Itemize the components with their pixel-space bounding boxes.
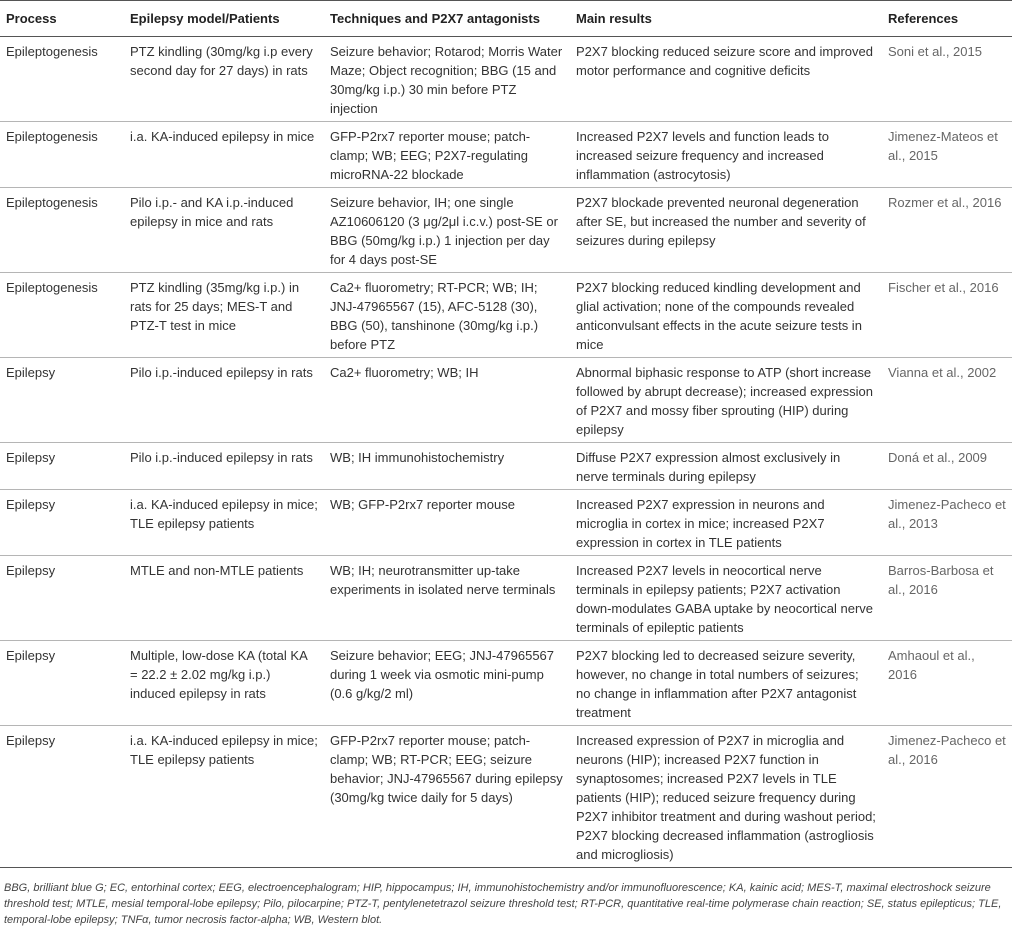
header-references: References [882,1,1012,37]
cell-results: Abnormal biphasic response to ATP (short increase followed by abrupt decrease); increased expression of P2X7 and mossy fiber sprouting (HIP) during epilepsy [570,358,882,443]
table-row [0,37,1012,122]
table-row [0,358,1012,443]
cell-results: Diffuse P2X7 expression almost exclusively in nerve terminals during epilepsy [570,443,882,490]
table-row [0,443,1012,490]
cell-model: i.a. KA-induced epilepsy in mice; TLE epilepsy patients [124,726,324,868]
cell-process: Epilepsy [0,726,124,868]
cell-model: i.a. KA-induced epilepsy in mice [124,122,324,188]
cell-reference: Soni et al., 2015 [882,37,1012,122]
cell-techniques: WB; IH; neurotransmitter up-take experiments in isolated nerve terminals [324,556,570,641]
cell-techniques: GFP-P2rx7 reporter mouse; patch-clamp; WB; RT-PCR; EEG; seizure behavior; JNJ-47965567 during epilepsy (30mg/kg twice daily for 5 days) [324,726,570,868]
cell-techniques: WB; IH immunohistochemistry [324,443,570,490]
cell-process: Epilepsy [0,490,124,556]
cell-model: MTLE and non-MTLE patients [124,556,324,641]
cell-model: Pilo i.p.-induced epilepsy in rats [124,358,324,443]
cell-reference: Jimenez-Pacheco et al., 2013 [882,490,1012,556]
cell-reference: Jimenez-Mateos et al., 2015 [882,122,1012,188]
cell-model: i.a. KA-induced epilepsy in mice; TLE epilepsy patients [124,490,324,556]
table-row [0,490,1012,556]
cell-reference: Jimenez-Pacheco et al., 2016 [882,726,1012,868]
header-results: Main results [570,1,882,37]
cell-model: PTZ kindling (30mg/kg i.p every second day for 27 days) in rats [124,37,324,122]
cell-results: Increased P2X7 levels and function leads to increased seizure frequency and increased inflammation (astrocytosis) [570,122,882,188]
header-techniques: Techniques and P2X7 antagonists [324,1,570,37]
cell-model: Multiple, low-dose KA (total KA = 22.2 ± 2.02 mg/kg i.p.) induced epilepsy in rats [124,641,324,726]
table-row [0,726,1012,868]
cell-results: P2X7 blocking reduced kindling development and glial activation; none of the compounds revealed anticonvulsant effects in the acute seizure tests in mice [570,273,882,358]
cell-techniques: GFP-P2rx7 reporter mouse; patch-clamp; WB; EEG; P2X7-regulating microRNA-22 blockade [324,122,570,188]
cell-process: Epileptogenesis [0,122,124,188]
cell-results: Increased P2X7 levels in neocortical nerve terminals in epilepsy patients; P2X7 activation down-modulates GABA uptake by neocortical nerve terminals of epileptic patients [570,556,882,641]
cell-techniques: Seizure behavior; Rotarod; Morris Water Maze; Object recognition; BBG (15 and 30mg/kg i.p.) 30 min before PTZ injection [324,37,570,122]
cell-techniques: Seizure behavior; EEG; JNJ-47965567 during 1 week via osmotic mini-pump (0.6 g/kg/2 ml) [324,641,570,726]
cell-results: P2X7 blocking led to decreased seizure severity, however, no change in total numbers of seizures; no change in inflammation after P2X7 antagonist treatment [570,641,882,726]
cell-reference: Amhaoul et al., 2016 [882,641,1012,726]
cell-techniques: WB; GFP-P2rx7 reporter mouse [324,490,570,556]
cell-process: Epilepsy [0,358,124,443]
cell-process: Epileptogenesis [0,37,124,122]
cell-model: Pilo i.p.-induced epilepsy in rats [124,443,324,490]
cell-techniques: Ca2+ fluorometry; WB; IH [324,358,570,443]
cell-process: Epileptogenesis [0,188,124,273]
table-row [0,641,1012,726]
header-process: Process [0,1,124,37]
cell-reference: Doná et al., 2009 [882,443,1012,490]
table-row [0,556,1012,641]
cell-techniques: Seizure behavior, IH; one single AZ10606120 (3 μg/2μl i.c.v.) post-SE or BBG (50mg/kg i.p.) 1 injection per day for 4 days post-SE [324,188,570,273]
cell-model: Pilo i.p.- and KA i.p.-induced epilepsy in mice and rats [124,188,324,273]
cell-model: PTZ kindling (35mg/kg i.p.) in rats for 25 days; MES-T and PTZ-T test in mice [124,273,324,358]
cell-process: Epilepsy [0,556,124,641]
header-row [0,1,1012,37]
cell-reference: Barros-Barbosa et al., 2016 [882,556,1012,641]
table-row [0,188,1012,273]
cell-reference: Rozmer et al., 2016 [882,188,1012,273]
cell-process: Epileptogenesis [0,273,124,358]
cell-results: Increased P2X7 expression in neurons and microglia in cortex in mice; increased P2X7 expression in cortex in TLE patients [570,490,882,556]
table-row [0,273,1012,358]
cell-techniques: Ca2+ fluorometry; RT-PCR; WB; IH; JNJ-47965567 (15), AFC-5128 (30), BBG (50), tanshinone (30mg/kg i.p.) before PTZ [324,273,570,358]
table-footnote: BBG, brilliant blue G; EC, entorhinal cortex; EEG, electroencephalogram; HIP, hippocampus; IH, immunohistochemistry and/or immunofluorescence; KA, kainic acid; MES-T, maximal electroshock seizure threshold test; MTLE, mesial temporal-lobe epilepsy; Pilo, pilocarpine; PTZ-T, pentylenetetrazol seizure threshold test; RT-PCR, quantitative real-time polymerase chain reaction; SE, status epilepticus; TLE, temporal-lobe epilepsy; TNFα, tumor necrosis factor-alpha; WB, Western blot. [4,882,1002,926]
cell-process: Epilepsy [0,641,124,726]
cell-reference: Fischer et al., 2016 [882,273,1012,358]
header-model: Epilepsy model/Patients [124,1,324,37]
cell-reference: Vianna et al., 2002 [882,358,1012,443]
cell-results: P2X7 blockade prevented neuronal degeneration after SE, but increased the number and severity of seizures during epilepsy [570,188,882,273]
cell-results: Increased expression of P2X7 in microglia and neurons (HIP); increased P2X7 function in synaptosomes; increased P2X7 levels in TLE patients (HIP); reduced seizure frequency during P2X7 inhibitor treatment and during washout period; P2X7 blocking decreased inflammation (astrogliosis and microgliosis) [570,726,882,868]
cell-process: Epilepsy [0,443,124,490]
cell-results: P2X7 blocking reduced seizure score and improved motor performance and cognitive deficits [570,37,882,122]
table-row [0,122,1012,188]
